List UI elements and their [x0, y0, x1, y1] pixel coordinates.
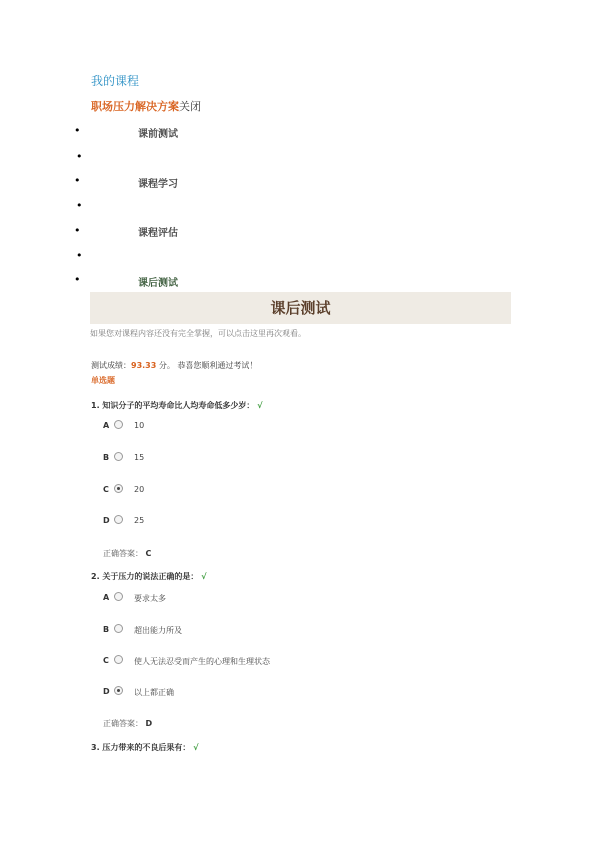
- radio-button[interactable]: [114, 624, 123, 633]
- bullet-icon: •: [76, 199, 83, 212]
- correct-answer-value: C: [145, 549, 152, 558]
- score-line: [91, 360, 257, 371]
- question-text: 2. 关于压力的说法正确的是：: [91, 572, 199, 581]
- option-letter: A: [103, 421, 110, 430]
- radio-button-selected[interactable]: [114, 484, 123, 493]
- bullet-icon: •: [74, 273, 81, 286]
- option-letter: D: [103, 516, 110, 525]
- bullet-icon: •: [74, 124, 81, 137]
- course-breadcrumb: [91, 98, 201, 114]
- option-letter: B: [103, 453, 110, 462]
- close-link[interactable]: 关闭: [179, 100, 201, 113]
- course-name[interactable]: 职场压力解决方案: [91, 100, 179, 113]
- option-text: 15: [134, 453, 145, 462]
- radio-button-selected[interactable]: [114, 686, 123, 695]
- radio-button[interactable]: [114, 452, 123, 461]
- check-icon: √: [193, 743, 199, 752]
- rewatch-hint-link[interactable]: 如果您对课程内容还没有完全掌握，可以点击这里再次观看。: [90, 329, 306, 338]
- score-message: 分。 恭喜您顺利通过考试！: [156, 361, 258, 370]
- nav-item-pre-test[interactable]: 课前测试: [138, 129, 178, 140]
- score-value: 93.33: [131, 361, 157, 370]
- bullet-icon: •: [76, 150, 83, 163]
- page-title-band: [90, 292, 511, 324]
- nav-item-course-evaluation[interactable]: 课程评估: [138, 228, 178, 239]
- option-letter: C: [103, 656, 109, 665]
- option-text: 25: [134, 516, 145, 525]
- option-text: 使人无法忍受而产生的心理和生理状态: [134, 657, 270, 666]
- bullet-icon: •: [76, 249, 83, 262]
- question-text: 1. 知识分子的平均寿命比人均寿命低多少岁：: [91, 401, 255, 410]
- my-courses-link[interactable]: 我的课程: [91, 74, 140, 88]
- option-text: 以上都正确: [134, 688, 174, 697]
- correct-answer-label: 正确答案：: [103, 719, 143, 728]
- option-letter: B: [103, 625, 110, 634]
- score-label: 测试成绩：: [91, 361, 131, 370]
- question-text: 3. 压力带来的不良后果有：: [91, 743, 191, 752]
- radio-button[interactable]: [114, 655, 123, 664]
- option-text: 要求太多: [134, 594, 166, 603]
- page-title: 课后测试: [270, 299, 331, 317]
- nav-item-post-test[interactable]: 课后测试: [138, 278, 178, 289]
- option-letter: D: [103, 687, 110, 696]
- option-text: 10: [134, 421, 145, 430]
- check-icon: √: [257, 401, 263, 410]
- question-2: [91, 571, 207, 582]
- nav-item-course-study[interactable]: 课程学习: [138, 179, 178, 190]
- radio-button[interactable]: [114, 515, 123, 524]
- bullet-icon: •: [74, 224, 81, 237]
- option-letter: A: [103, 593, 110, 602]
- option-letter: C: [103, 485, 109, 494]
- question-3: [91, 742, 199, 753]
- correct-answer: [103, 548, 151, 559]
- radio-button[interactable]: [114, 420, 123, 429]
- question-1: [91, 400, 263, 411]
- bullet-icon: •: [74, 174, 81, 187]
- correct-answer-label: 正确答案：: [103, 549, 143, 558]
- option-text: 20: [134, 485, 145, 494]
- section-title: 单选题: [91, 376, 115, 385]
- radio-button[interactable]: [114, 592, 123, 601]
- option-text: 超出能力所及: [134, 626, 182, 635]
- check-icon: √: [201, 572, 207, 581]
- correct-answer: [103, 718, 152, 729]
- correct-answer-value: D: [145, 719, 153, 728]
